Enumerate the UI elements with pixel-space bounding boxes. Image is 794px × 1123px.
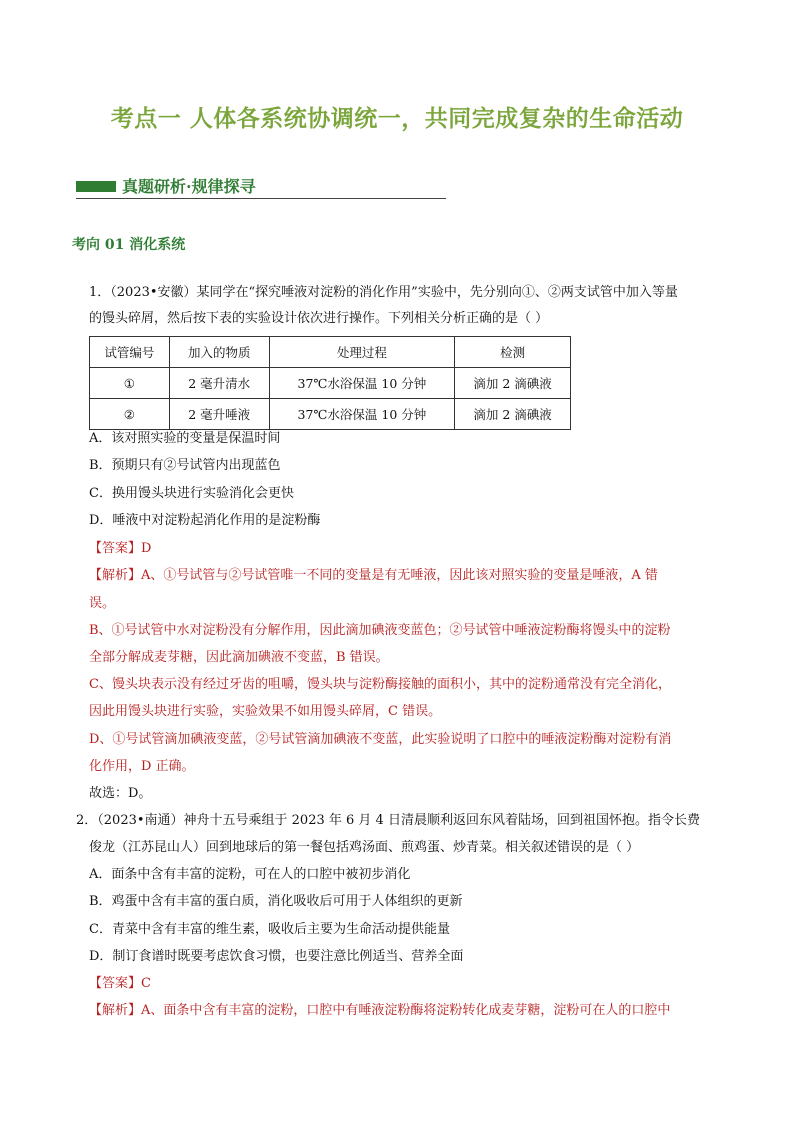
q1-analysis-line-4: 全部分解成麦芽糖，因此滴加碘液不变蓝，B 错误。 (89, 650, 389, 665)
q1-option-b: B．预期只有②号试管内出现蓝色 (89, 458, 281, 473)
q1-analysis-line-2: 误。 (89, 596, 116, 611)
table-header-row (90, 337, 571, 368)
q1-analysis-line-7: D、①号试管滴加碘液变蓝，②号试管滴加碘液不变蓝，此实验说明了口腔中的唾液淀粉酶对淀粉有消 (89, 732, 672, 747)
table-cell: ① (90, 368, 170, 399)
table-header-cell: 处理过程 (269, 337, 455, 368)
q2-option-d: D．制订食谱时既要考虑饮食习惯，也要注意比例适当、营养全面 (89, 949, 464, 964)
table-cell: ② (90, 399, 170, 430)
experiment-table (89, 336, 571, 430)
q1-analysis-line-3: B、①号试管中水对淀粉没有分解作用，因此滴加碘液变蓝色；②号试管中唾液淀粉酶将馒头中的淀粉 (89, 623, 671, 638)
q2-analysis-line-1 (89, 1002, 670, 1020)
q1-analysis-line-5: C、馒头块表示没有经过牙齿的咀嚼，馒头块与淀粉酶接触的面积小，其中的淀粉通常没有完全消化， (89, 677, 671, 692)
q1-conclusion: 故选：D。 (89, 786, 152, 801)
q2-option-a: A．面条中含有丰富的淀粉，可在人的口腔中被初步消化 (89, 867, 411, 882)
q2-option-b: B．鸡蛋中含有丰富的蛋白质，消化吸收后可用于人体组织的更新 (89, 894, 463, 909)
page-title: 考点一 人体各系统协调统一，共同完成复杂的生命活动 (110, 106, 684, 132)
answer-value: C (141, 976, 151, 991)
table-cell: 37℃水浴保温 10 分钟 (269, 399, 455, 430)
banner-underline (76, 198, 446, 199)
q1-stem-line-2: 的馒头碎屑，然后按下表的实验设计依次进行操作。下列相关分析正确的是（ ） (89, 311, 549, 326)
q2-stem-line-2: 俊龙（江苏昆山人）回到地球后的第一餐包括鸡汤面、煎鸡蛋、炒青菜。相关叙述错误的是（ ） (89, 840, 640, 855)
answer-tag: 【答案】 (89, 541, 142, 556)
q1-analysis-line-8: 化作用，D 正确。 (89, 759, 195, 774)
table-cell: 滴加 2 滴碘液 (455, 399, 571, 430)
q1-stem-line-1: 1．（2023•安徽）某同学在“探究唾液对淀粉的消化作用”实验中，先分别向①、②两支试管中加入等量 (89, 285, 678, 300)
section-banner (76, 172, 446, 200)
section-banner-label: 真题研析·规律探寻 (122, 177, 256, 196)
table-header-cell: 检测 (455, 337, 571, 368)
table-cell: 2 毫升唾液 (169, 399, 269, 430)
analysis-text: A、①号试管与②号试管唯一不同的变量是有无唾液，因此该对照实验的变量是唾液，A 错 (141, 568, 658, 583)
analysis-text: A、面条中含有丰富的淀粉，口腔中有唾液淀粉酶将淀粉转化成麦芽糖，淀粉可在人的口腔中 (141, 1003, 671, 1018)
answer-value: D (141, 541, 152, 556)
table-header-cell: 试管编号 (90, 337, 170, 368)
table-cell: 2 毫升清水 (169, 368, 269, 399)
analysis-tag: 【解析】 (89, 568, 142, 583)
table-row (90, 368, 571, 399)
q1-analysis-line-1 (89, 567, 658, 585)
q1-option-d: D．唾液中对淀粉起消化作用的是淀粉酶 (89, 513, 321, 528)
answer-tag: 【答案】 (89, 976, 142, 991)
q1-answer (89, 540, 151, 558)
q1-analysis-line-6: 因此用馒头块进行实验，实验效果不如用馒头碎屑，C 错误。 (89, 704, 442, 719)
banner-bar (76, 181, 116, 192)
table-cell: 滴加 2 滴碘液 (455, 368, 571, 399)
table-cell: 37℃水浴保温 10 分钟 (269, 368, 455, 399)
table-header-cell: 加入的物质 (169, 337, 269, 368)
q2-stem-line-1: 2．（2023•南通）神舟十五号乘组于 2023 年 6 月 4 日清晨顺利返回东风着陆场，回到祖国怀抱。指令长费 (76, 813, 700, 828)
q2-answer (89, 975, 151, 993)
sub-heading: 考向 01 消化系统 (72, 237, 186, 253)
table-row (90, 399, 571, 430)
q1-option-c: C．换用馒头块进行实验消化会更快 (89, 486, 294, 501)
q1-option-a: A．该对照实验的变量是保温时间 (89, 431, 281, 446)
analysis-tag: 【解析】 (89, 1003, 142, 1018)
q2-option-c: C．青菜中含有丰富的维生素，吸收后主要为生命活动提供能量 (89, 922, 450, 937)
